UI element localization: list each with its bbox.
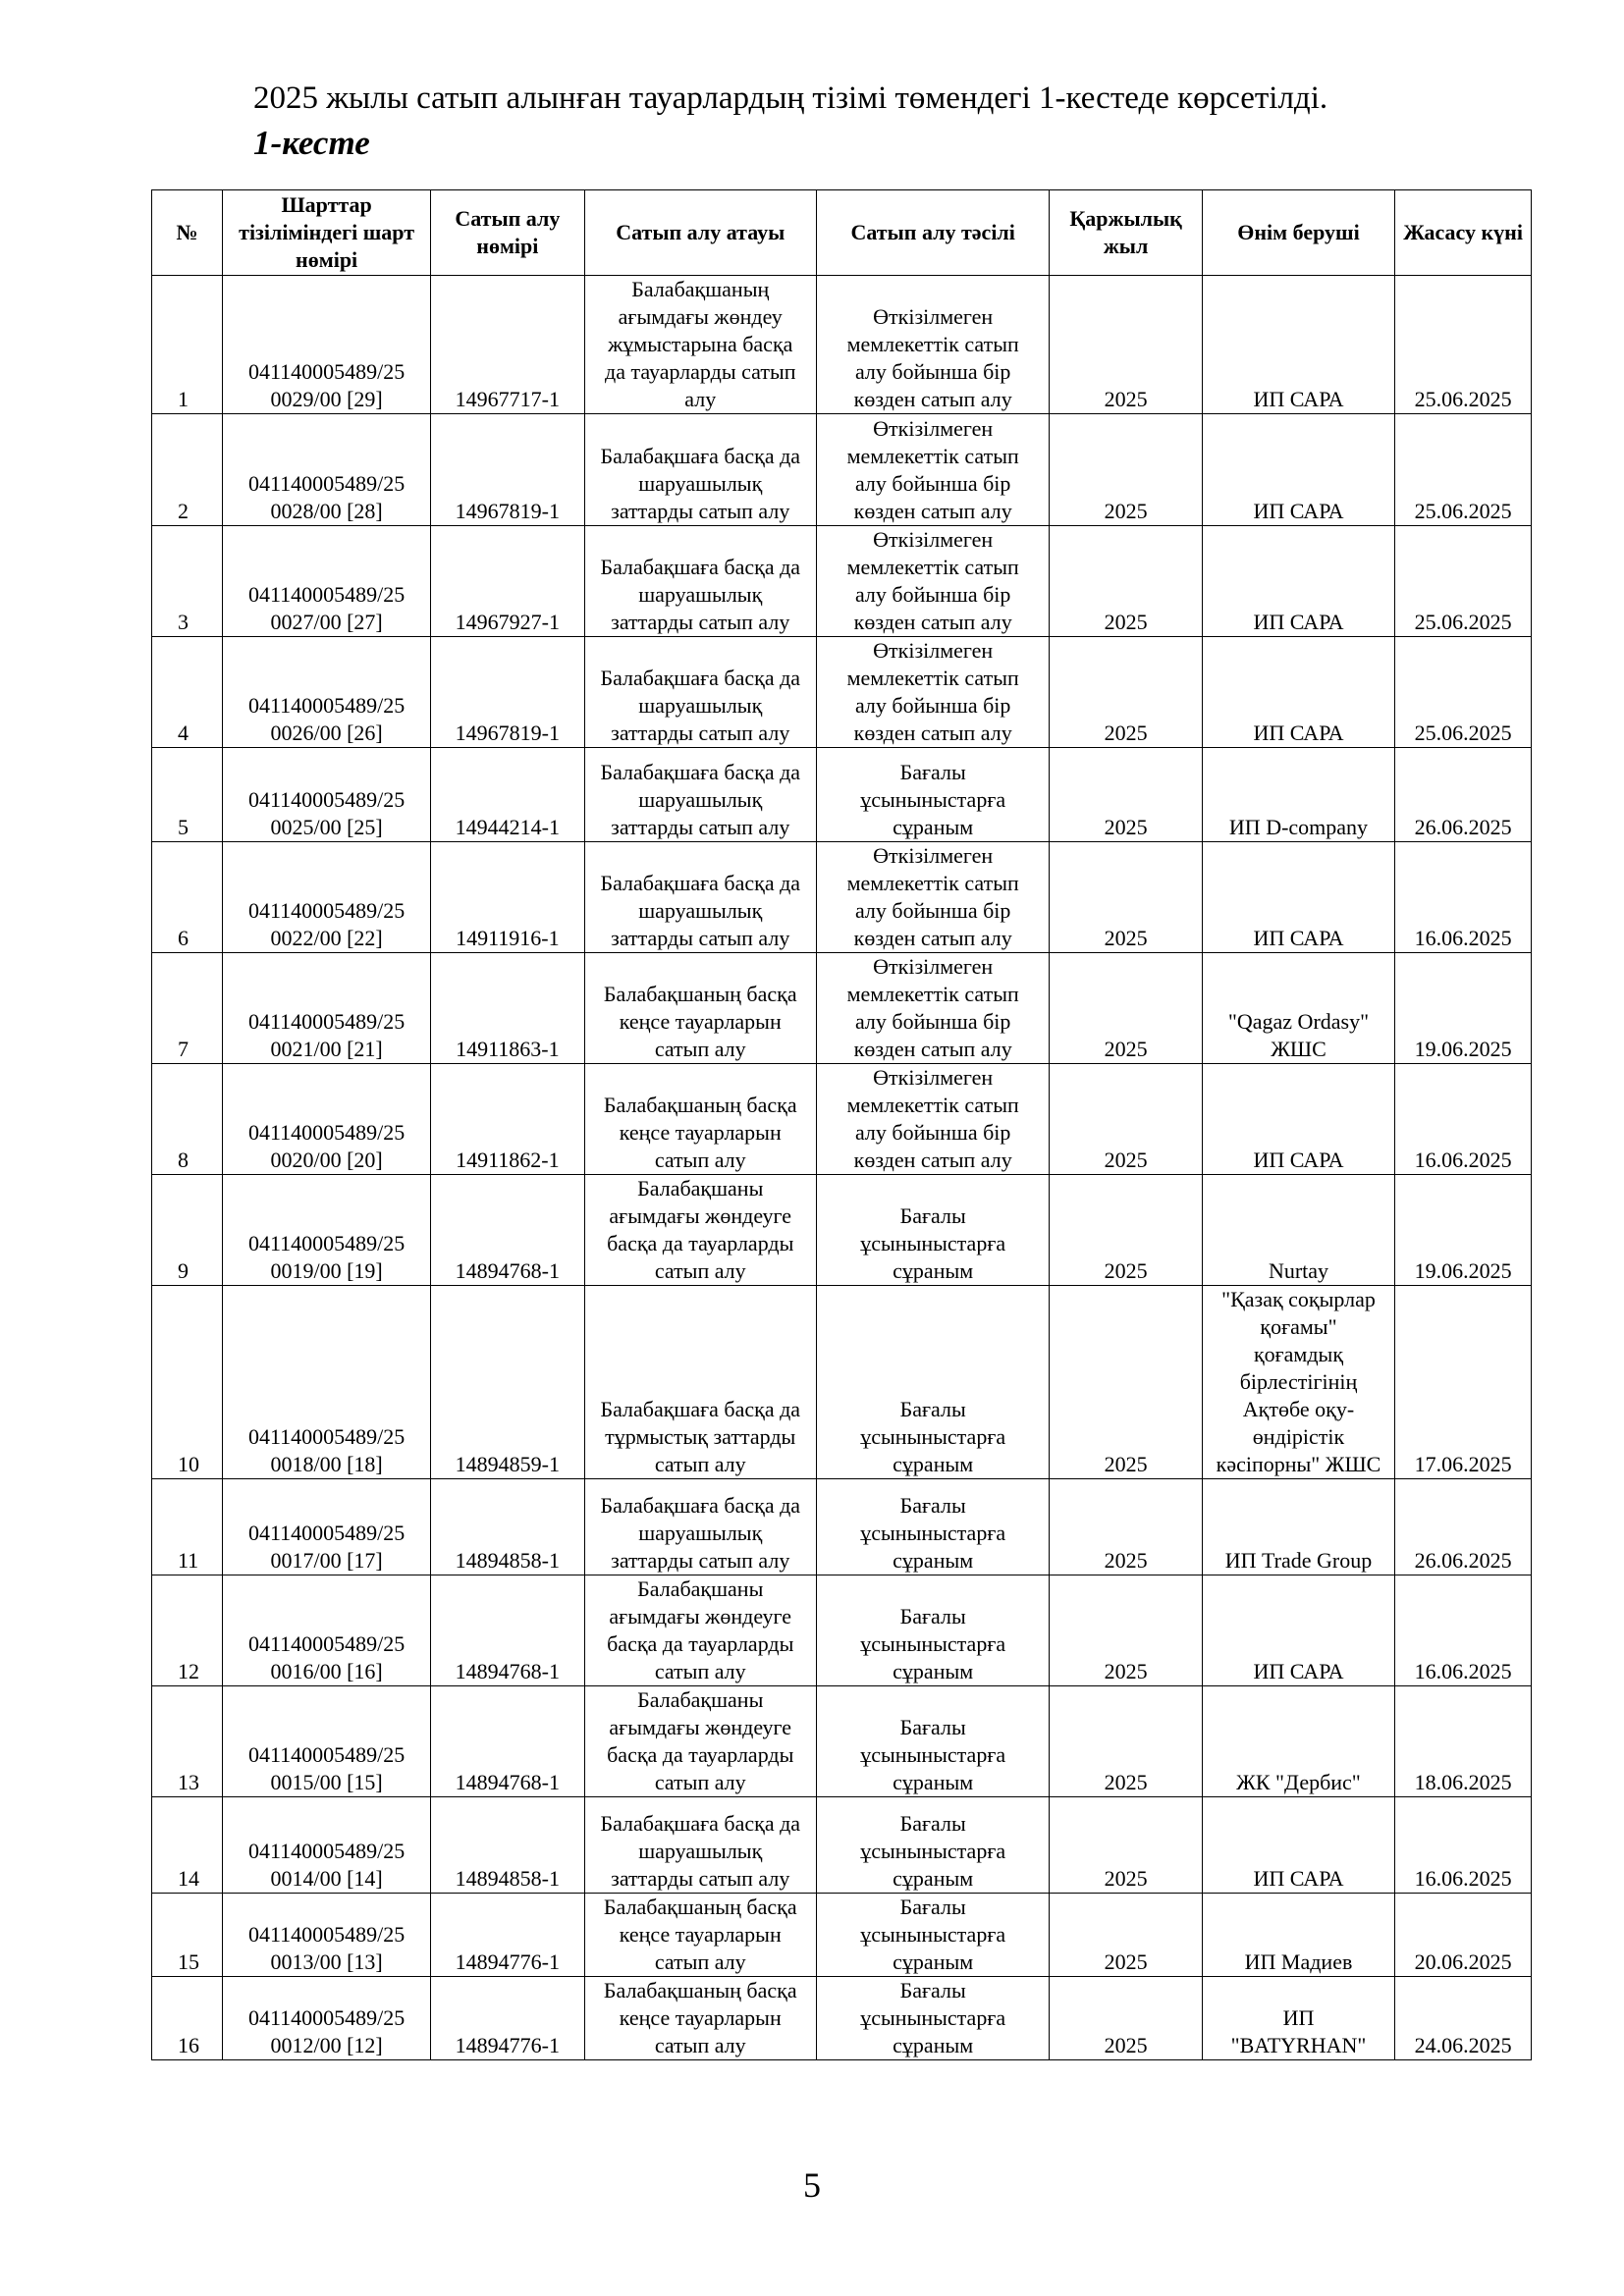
cell-purchase-method: Бағалы ұсыныныстарға сұраным: [816, 1175, 1049, 1286]
cell-date: 16.06.2025: [1395, 1064, 1532, 1175]
cell-num: 3: [152, 526, 223, 637]
cell-purchase-number: 14967927-1: [431, 526, 584, 637]
cell-contract: 041140005489/25 0027/00 [27]: [223, 526, 431, 637]
cell-date: 25.06.2025: [1395, 526, 1532, 637]
cell-purchase-name: Балабақшаның басқа кеңсе тауарларын сатып алу: [584, 1977, 816, 2060]
cell-date: 26.06.2025: [1395, 748, 1532, 842]
cell-purchase-method: Бағалы ұсыныныстарға сұраным: [816, 748, 1049, 842]
cell-purchase-number: 14967717-1: [431, 276, 584, 414]
cell-purchase-name: Балабақшаға басқа да шаруашылық заттарды сатып алу: [584, 842, 816, 953]
cell-supplier: ИП САРА: [1202, 1064, 1394, 1175]
cell-purchase-method: Өткізілмеген мемлекеттік сатып алу бойынша бір көзден сатып алу: [816, 842, 1049, 953]
cell-supplier: ИП "BATYRHAN": [1202, 1977, 1394, 2060]
cell-purchase-name: Балабақшаның ағымдағы жөндеу жұмыстарына басқа да тауарларды сатып алу: [584, 276, 816, 414]
cell-purchase-method: Бағалы ұсыныныстарға сұраным: [816, 1686, 1049, 1797]
cell-purchase-name: Балабақшаға басқа да шаруашылық заттарды сатып алу: [584, 526, 816, 637]
cell-num: 1: [152, 276, 223, 414]
cell-num: 6: [152, 842, 223, 953]
cell-supplier: ИП САРА: [1202, 414, 1394, 526]
table-row: [152, 953, 1532, 1064]
cell-purchase-name: Балабақшаны ағымдағы жөндеуге басқа да тауарларды сатып алу: [584, 1175, 816, 1286]
cell-date: 19.06.2025: [1395, 953, 1532, 1064]
cell-purchase-number: 14894768-1: [431, 1575, 584, 1686]
cell-purchase-method: Өткізілмеген мемлекеттік сатып алу бойынша бір көзден сатып алу: [816, 1064, 1049, 1175]
table-row: [152, 526, 1532, 637]
cell-date: 16.06.2025: [1395, 1575, 1532, 1686]
cell-financial-year: 2025: [1050, 953, 1202, 1064]
cell-purchase-number: 14894768-1: [431, 1175, 584, 1286]
cell-contract: 041140005489/25 0019/00 [19]: [223, 1175, 431, 1286]
cell-purchase-number: 14944214-1: [431, 748, 584, 842]
cell-purchase-number: 14967819-1: [431, 414, 584, 526]
cell-num: 10: [152, 1286, 223, 1479]
cell-financial-year: 2025: [1050, 842, 1202, 953]
cell-contract: 041140005489/25 0014/00 [14]: [223, 1797, 431, 1894]
cell-purchase-number: 14911862-1: [431, 1064, 584, 1175]
cell-supplier: ИП САРА: [1202, 526, 1394, 637]
cell-date: 16.06.2025: [1395, 842, 1532, 953]
cell-num: 2: [152, 414, 223, 526]
table-header-row: [152, 190, 1532, 276]
cell-financial-year: 2025: [1050, 526, 1202, 637]
cell-purchase-name: Балабақшаға басқа да шаруашылық заттарды сатып алу: [584, 414, 816, 526]
header-supplier: Өнім беруші: [1202, 190, 1394, 276]
cell-purchase-number: 14911916-1: [431, 842, 584, 953]
cell-financial-year: 2025: [1050, 1175, 1202, 1286]
cell-financial-year: 2025: [1050, 1686, 1202, 1797]
cell-financial-year: 2025: [1050, 414, 1202, 526]
cell-num: 13: [152, 1686, 223, 1797]
cell-num: 7: [152, 953, 223, 1064]
header-financial-year: Қаржылық жыл: [1050, 190, 1202, 276]
table-row: [152, 748, 1532, 842]
cell-date: 16.06.2025: [1395, 1797, 1532, 1894]
cell-purchase-name: Балабақшаға басқа да шаруашылық заттарды сатып алу: [584, 748, 816, 842]
cell-purchase-name: Балабақшаның басқа кеңсе тауарларын сатып алу: [584, 953, 816, 1064]
table-row: [152, 1686, 1532, 1797]
table-row: [152, 1479, 1532, 1575]
cell-purchase-method: Бағалы ұсыныныстарға сұраным: [816, 1797, 1049, 1894]
cell-purchase-method: Бағалы ұсыныныстарға сұраным: [816, 1286, 1049, 1479]
cell-num: 11: [152, 1479, 223, 1575]
cell-purchase-method: Бағалы ұсыныныстарға сұраным: [816, 1977, 1049, 2060]
header-date: Жасасу күні: [1395, 190, 1532, 276]
cell-financial-year: 2025: [1050, 1064, 1202, 1175]
cell-num: 4: [152, 637, 223, 748]
cell-purchase-method: Бағалы ұсыныныстарға сұраным: [816, 1894, 1049, 1977]
cell-supplier: ЖК "Дербис": [1202, 1686, 1394, 1797]
table-row: [152, 1575, 1532, 1686]
cell-num: 14: [152, 1797, 223, 1894]
cell-num: 16: [152, 1977, 223, 2060]
table-row: [152, 1064, 1532, 1175]
table-row: [152, 1894, 1532, 1977]
cell-date: 24.06.2025: [1395, 1977, 1532, 2060]
table-row: [152, 1175, 1532, 1286]
cell-contract: 041140005489/25 0017/00 [17]: [223, 1479, 431, 1575]
cell-contract: 041140005489/25 0013/00 [13]: [223, 1894, 431, 1977]
cell-num: 5: [152, 748, 223, 842]
table-row: [152, 842, 1532, 953]
cell-date: 20.06.2025: [1395, 1894, 1532, 1977]
intro-text: 2025 жылы сатып алынған тауарлардың тізімі төмендегі 1-кестеде көрсетілді.: [253, 80, 1328, 116]
cell-purchase-number: 14967819-1: [431, 637, 584, 748]
cell-financial-year: 2025: [1050, 1894, 1202, 1977]
cell-purchase-method: Өткізілмеген мемлекеттік сатып алу бойынша бір көзден сатып алу: [816, 953, 1049, 1064]
cell-supplier: ИП САРА: [1202, 842, 1394, 953]
cell-contract: 041140005489/25 0021/00 [21]: [223, 953, 431, 1064]
cell-supplier: "Qagaz Ordasy" ЖШС: [1202, 953, 1394, 1064]
cell-contract: 041140005489/25 0012/00 [12]: [223, 1977, 431, 2060]
cell-supplier: ИП D-company: [1202, 748, 1394, 842]
table-caption: 1-кесте: [253, 124, 370, 162]
table-row: [152, 637, 1532, 748]
cell-num: 9: [152, 1175, 223, 1286]
cell-purchase-number: 14894859-1: [431, 1286, 584, 1479]
cell-num: 15: [152, 1894, 223, 1977]
table-row: [152, 276, 1532, 414]
cell-purchase-number: 14894776-1: [431, 1977, 584, 2060]
cell-purchase-name: Балабақшаға басқа да шаруашылық заттарды сатып алу: [584, 1479, 816, 1575]
cell-date: 26.06.2025: [1395, 1479, 1532, 1575]
cell-purchase-name: Балабақшаға басқа да шаруашылық заттарды сатып алу: [584, 1797, 816, 1894]
cell-purchase-name: Балабақшаның басқа кеңсе тауарларын сатып алу: [584, 1064, 816, 1175]
cell-purchase-method: Өткізілмеген мемлекеттік сатып алу бойынша бір көзден сатып алу: [816, 637, 1049, 748]
cell-financial-year: 2025: [1050, 1575, 1202, 1686]
cell-num: 12: [152, 1575, 223, 1686]
cell-contract: 041140005489/25 0026/00 [26]: [223, 637, 431, 748]
cell-financial-year: 2025: [1050, 276, 1202, 414]
cell-purchase-number: 14894776-1: [431, 1894, 584, 1977]
header-purchase-number: Сатып алу нөмірі: [431, 190, 584, 276]
cell-financial-year: 2025: [1050, 1797, 1202, 1894]
purchases-table: [151, 189, 1532, 2060]
cell-contract: 041140005489/25 0016/00 [16]: [223, 1575, 431, 1686]
cell-financial-year: 2025: [1050, 748, 1202, 842]
table-row: [152, 1286, 1532, 1479]
cell-supplier: "Қазақ соқырлар қоғамы" қоғамдық бірлестігінің Ақтөбе оқу- өндірістік кәсіпорны" ЖШС: [1202, 1286, 1394, 1479]
cell-date: 18.06.2025: [1395, 1686, 1532, 1797]
cell-date: 17.06.2025: [1395, 1286, 1532, 1479]
cell-purchase-method: Бағалы ұсыныныстарға сұраным: [816, 1479, 1049, 1575]
cell-supplier: ИП САРА: [1202, 637, 1394, 748]
cell-purchase-method: Өткізілмеген мемлекеттік сатып алу бойынша бір көзден сатып алу: [816, 276, 1049, 414]
cell-contract: 041140005489/25 0028/00 [28]: [223, 414, 431, 526]
cell-contract: 041140005489/25 0025/00 [25]: [223, 748, 431, 842]
header-purchase-name: Сатып алу атауы: [584, 190, 816, 276]
cell-supplier: ИП САРА: [1202, 1797, 1394, 1894]
cell-financial-year: 2025: [1050, 637, 1202, 748]
table-row: [152, 414, 1532, 526]
cell-purchase-name: Балабақшаның басқа кеңсе тауарларын сатып алу: [584, 1894, 816, 1977]
cell-purchase-number: 14894858-1: [431, 1797, 584, 1894]
cell-purchase-name: Балабақшаны ағымдағы жөндеуге басқа да тауарларды сатып алу: [584, 1575, 816, 1686]
cell-financial-year: 2025: [1050, 1977, 1202, 2060]
cell-purchase-number: 14894768-1: [431, 1686, 584, 1797]
cell-supplier: ИП САРА: [1202, 276, 1394, 414]
cell-purchase-number: 14911863-1: [431, 953, 584, 1064]
cell-contract: 041140005489/25 0029/00 [29]: [223, 276, 431, 414]
cell-purchase-method: Өткізілмеген мемлекеттік сатып алу бойынша бір көзден сатып алу: [816, 526, 1049, 637]
cell-purchase-method: Өткізілмеген мемлекеттік сатып алу бойынша бір көзден сатып алу: [816, 414, 1049, 526]
cell-contract: 041140005489/25 0020/00 [20]: [223, 1064, 431, 1175]
cell-date: 25.06.2025: [1395, 637, 1532, 748]
cell-purchase-name: Балабақшаны ағымдағы жөндеуге басқа да тауарларды сатып алу: [584, 1686, 816, 1797]
page-number: 5: [803, 2165, 821, 2205]
header-contract: Шарттар тізіліміндегі шарт нөмірі: [223, 190, 431, 276]
cell-date: 25.06.2025: [1395, 414, 1532, 526]
cell-purchase-name: Балабақшаға басқа да шаруашылық заттарды сатып алу: [584, 637, 816, 748]
header-purchase-method: Сатып алу тәсілі: [816, 190, 1049, 276]
cell-date: 19.06.2025: [1395, 1175, 1532, 1286]
header-num: №: [152, 190, 223, 276]
table-row: [152, 1797, 1532, 1894]
cell-supplier: ИП САРА: [1202, 1575, 1394, 1686]
cell-supplier: ИП Мадиев: [1202, 1894, 1394, 1977]
cell-contract: 041140005489/25 0015/00 [15]: [223, 1686, 431, 1797]
cell-financial-year: 2025: [1050, 1286, 1202, 1479]
cell-date: 25.06.2025: [1395, 276, 1532, 414]
cell-purchase-method: Бағалы ұсыныныстарға сұраным: [816, 1575, 1049, 1686]
cell-purchase-name: Балабақшаға басқа да тұрмыстық заттарды сатып алу: [584, 1286, 816, 1479]
cell-supplier: Nurtay: [1202, 1175, 1394, 1286]
cell-contract: 041140005489/25 0022/00 [22]: [223, 842, 431, 953]
cell-purchase-number: 14894858-1: [431, 1479, 584, 1575]
cell-num: 8: [152, 1064, 223, 1175]
cell-contract: 041140005489/25 0018/00 [18]: [223, 1286, 431, 1479]
cell-financial-year: 2025: [1050, 1479, 1202, 1575]
table-row: [152, 1977, 1532, 2060]
cell-supplier: ИП Trade Group: [1202, 1479, 1394, 1575]
